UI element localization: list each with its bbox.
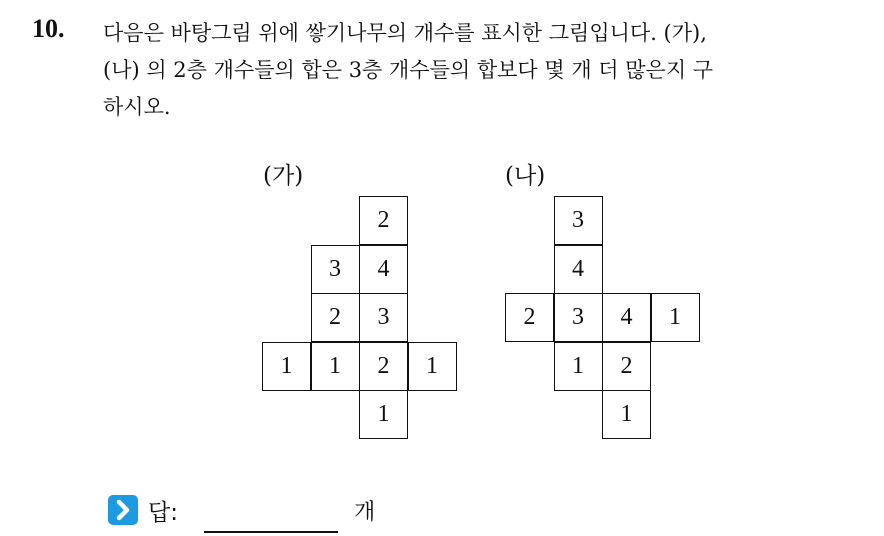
grid-cell: 3 [554, 196, 603, 245]
grid-cell: 4 [359, 245, 408, 294]
question-text [103, 15, 873, 126]
question-line-2: (나) 의 2층 개수들의 합은 3층 개수들의 합보다 몇 개 더 많은지 구 [103, 58, 714, 82]
grid-cell: 1 [602, 390, 651, 439]
answer-label: 답: [148, 499, 178, 526]
answer-row [108, 490, 375, 530]
grid-cell: 1 [651, 293, 700, 342]
grid-cell: 3 [311, 245, 360, 294]
grid-cell: 4 [602, 293, 651, 342]
question-line-3: 하시오. [103, 95, 171, 119]
grid-cell: 1 [262, 342, 311, 391]
question-number: 10. [32, 14, 65, 43]
answer-blank[interactable] [204, 501, 338, 533]
grid-cell: 1 [311, 342, 360, 391]
grid-cell: 1 [359, 390, 408, 439]
grid-cell: 2 [359, 342, 408, 391]
grid-cell: 3 [554, 293, 603, 342]
grid-cell: 2 [602, 342, 651, 391]
grid-cell: 1 [408, 342, 457, 391]
grid-cell: 3 [359, 293, 408, 342]
grid-cell: 1 [554, 342, 603, 391]
grid-cell: 2 [311, 293, 360, 342]
grid-cell: 4 [554, 245, 603, 294]
figure-ga-label: (가) [263, 163, 304, 189]
grid-cell: 2 [359, 196, 408, 245]
arrow-right-icon [108, 495, 138, 525]
grid-cell: 2 [505, 293, 554, 342]
figure-na-label: (나) [505, 163, 546, 189]
question-line-1: 다음은 바탕그림 위에 쌓기나무의 개수를 표시한 그림입니다. (가), [103, 21, 707, 45]
answer-unit: 개 [353, 499, 376, 525]
